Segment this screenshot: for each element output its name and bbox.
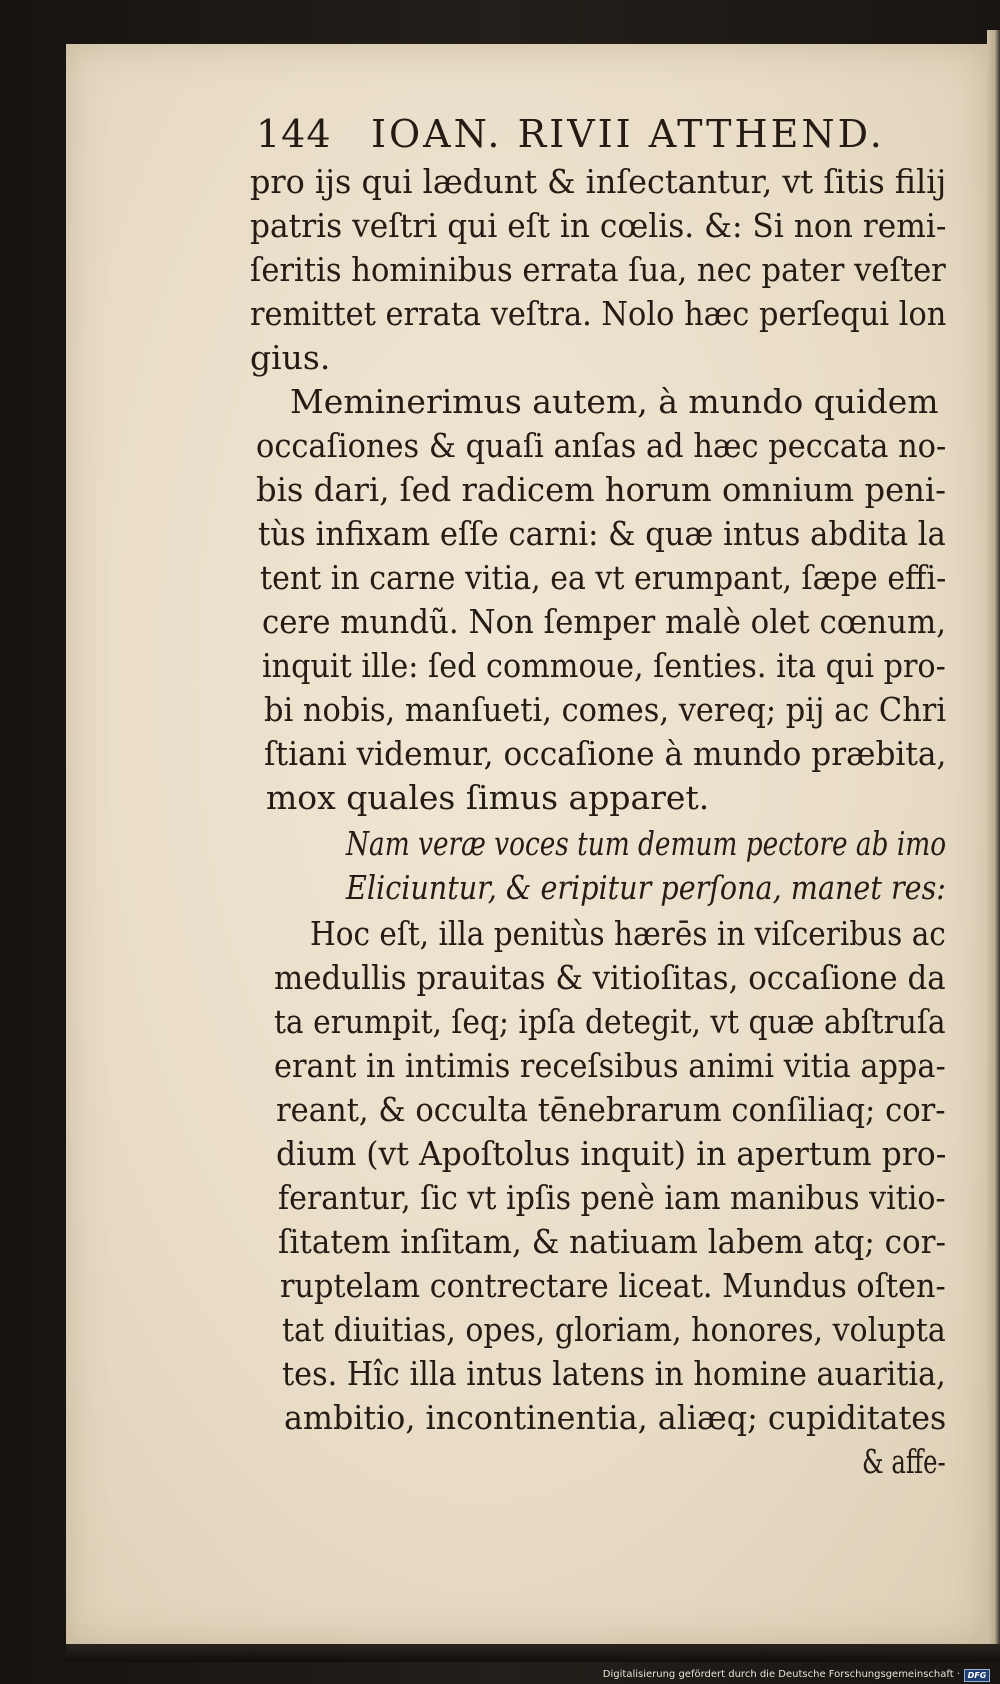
text-line: Meminerimus autem, à mundo quidem bbox=[290, 382, 939, 421]
text-line: ſtiani videmur, occaſione à mundo præbita, bbox=[264, 734, 947, 773]
page-edge bbox=[987, 30, 1000, 1655]
text-line: ambitio, incontinentia, aliæq; cupiditates bbox=[284, 1398, 947, 1437]
verse-line: Nam veræ voces tum demum pectore ab imo bbox=[346, 824, 947, 863]
text-line: mox quales ſimus apparet. bbox=[266, 778, 710, 817]
text-line: occaſiones & quaſi anſas ad hæc peccata no- bbox=[256, 426, 947, 465]
catchword: & affe- bbox=[862, 1442, 946, 1481]
text-line: erant in intimis receſsibus animi vitia appa- bbox=[274, 1046, 946, 1085]
credit-text: Digitalisierung gefördert durch die Deutsche Forschungsgemeinschaft · bbox=[602, 1669, 960, 1680]
text-line: tent in carne vitia, ea vt erumpant, ſæpe effi- bbox=[260, 558, 947, 597]
text-line: tes. Hîc illa intus latens in homine auaritia, bbox=[282, 1354, 946, 1393]
text-line: ferantur, ſic vt ipſis penè iam manibus vitio- bbox=[278, 1178, 946, 1217]
text-line: medullis prauitas & vitioſitas, occaſione da bbox=[274, 958, 946, 997]
text-line: bi nobis, manſueti, comes, vereq; pij ac Chri bbox=[264, 690, 947, 729]
dfg-logo-icon: DFG bbox=[964, 1669, 990, 1682]
book-page bbox=[66, 44, 987, 1644]
text-line: ſitatem inſitam, & natiuam labem atq; cor- bbox=[278, 1222, 946, 1261]
text-block bbox=[66, 44, 987, 1644]
text-line: dium (vt Apoſtolus inquit) in apertum pro- bbox=[276, 1134, 947, 1173]
text-line: ta erumpit, ſeq; ipſa detegit, vt quæ abſtruſa bbox=[274, 1002, 946, 1041]
verse-line: Eliciuntur, & eripitur perſona, manet res: bbox=[346, 868, 946, 907]
text-line: cere mundũ. Non ſemper malè olet cœnum, bbox=[262, 602, 947, 641]
text-line: patris veſtri qui eſt in cœlis. &: Si non remi- bbox=[250, 206, 947, 245]
running-title: IOAN. RIVII ATTHEND. bbox=[371, 112, 885, 156]
text-line: bis dari, ſed radicem horum omnium peni- bbox=[256, 470, 947, 509]
text-line: reant, & occulta tēnebrarum conſiliaq; cor- bbox=[276, 1090, 946, 1129]
text-line: inquit ille: ſed commoue, ſenties. ita qui pro- bbox=[262, 646, 946, 685]
text-line: ſeritis hominibus errata ſua, nec pater veſter bbox=[250, 250, 946, 289]
digitization-credit bbox=[603, 1668, 990, 1682]
text-line: gius. bbox=[250, 338, 331, 377]
text-line: tùs infixam eſſe carni: & quæ intus abdita la bbox=[258, 514, 946, 553]
text-line: remittet errata veſtra. Nolo hæc perſequi lon bbox=[250, 294, 947, 333]
page-shadow bbox=[66, 1644, 1000, 1662]
text-line: ruptelam contrectare liceat. Mundus oſten- bbox=[280, 1266, 946, 1305]
text-line: pro ijs qui lædunt & inſectantur, vt ſitis filij bbox=[250, 162, 947, 201]
page-number: 144 bbox=[256, 112, 332, 156]
text-line: Hoc eſt, illa penitùs hærēs in viſceribus ac bbox=[310, 914, 946, 953]
text-line: tat diuitias, opes, gloriam, honores, volupta bbox=[282, 1310, 946, 1349]
